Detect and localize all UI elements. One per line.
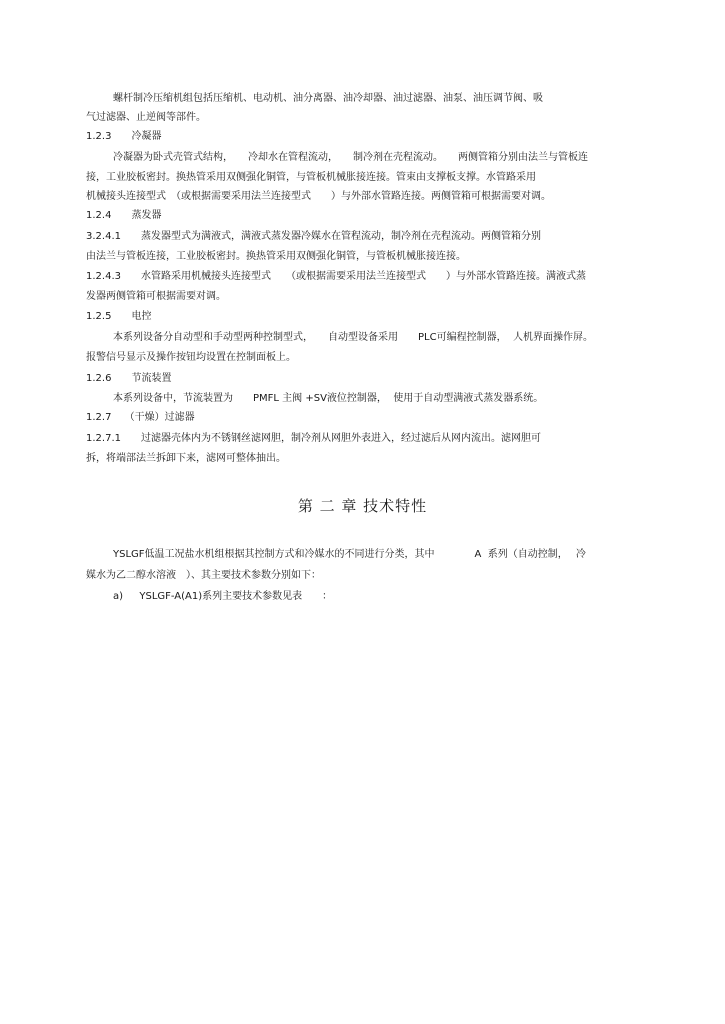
paragraph-line: 1.2.7.1 过滤器壳体内为不锈钢丝滤网胆，制冷剂从网胆外表进入，经过滤后从网内流出。滤网胆可 [86, 433, 541, 444]
section-heading-electric-control: 1.2.5 电控 [86, 311, 152, 322]
paragraph-line: 本系列设备中，节流装置为 PMFL 主阀 +SV液位控制器， 使用于自动型满液式蒸发器系统。 [113, 393, 544, 404]
section-heading-throttle: 1.2.6 节流装置 [86, 373, 172, 384]
section-heading-condenser: 1.2.3 冷凝器 [86, 131, 162, 142]
paragraph-line: 螺杆制冷压缩机组包括压缩机、电动机、油分离器、油冷却器、油过滤器、油泵、油压调节阀、吸 [113, 93, 543, 104]
paragraph-line: YSLGF低温工况盐水机组根据其控制方式和冷媒水的不同进行分类，其中 A 系列（自动控制， 冷 [113, 549, 586, 560]
paragraph-line: 机械接头连接型式 （或根据需要采用法兰连接型式 ）与外部水管路连接。两侧管箱可根据需要对调。 [86, 191, 551, 202]
paragraph-line: 气过滤器、止逆阀等部件。 [86, 112, 206, 123]
section-heading-filter: 1.2.7 （干燥）过滤器 [86, 412, 195, 423]
paragraph-line: 媒水为乙二醇水溶液 ）、其主要技术参数分别如下： [86, 570, 321, 581]
paragraph-line: 接，工业胶板密封。换热管采用双侧强化铜管，与管板机械胀接连接。管束由支撑板支撑。水管路采用 [86, 172, 536, 183]
paragraph-line: 3.2.4.1 蒸发器型式为满液式，满液式蒸发器冷媒水在管程流动，制冷剂在壳程流动。两侧管箱分别 [86, 231, 541, 242]
paragraph-line: 发器两侧管箱可根据需要对调。 [86, 291, 226, 302]
paragraph-line: 由法兰与管板连接，工业胶板密封。换热管采用双侧强化铜管，与管板机械胀接连接。 [86, 251, 466, 262]
paragraph-line: 拆，将端部法兰拆卸下来，滤网可整体抽出。 [86, 453, 286, 464]
paragraph-line: 报警信号显示及操作按钮均设置在控制面板上。 [86, 352, 296, 363]
section-heading-evaporator: 1.2.4 蒸发器 [86, 210, 162, 221]
chapter-title: 第 二 章 技术特性 [297, 497, 428, 515]
paragraph-line: 本系列设备分自动型和手动型两种控制型式， 自动型设备采用 PLC可编程控制器， 人机界面操作屏。 [113, 332, 593, 343]
list-item: a) YSLGF-A(A1)系列主要技术参数见表 ： [113, 591, 333, 602]
paragraph-line: 1.2.4.3 水管路采用机械接头连接型式 （或根据需要采用法兰连接型式 ）与外部水管路连接。满液式蒸 [86, 271, 586, 282]
paragraph-line: 冷凝器为卧式壳管式结构， 冷却水在管程流动， 制冷剂在壳程流动。 两侧管箱分别由法兰与管板连 [113, 152, 588, 163]
